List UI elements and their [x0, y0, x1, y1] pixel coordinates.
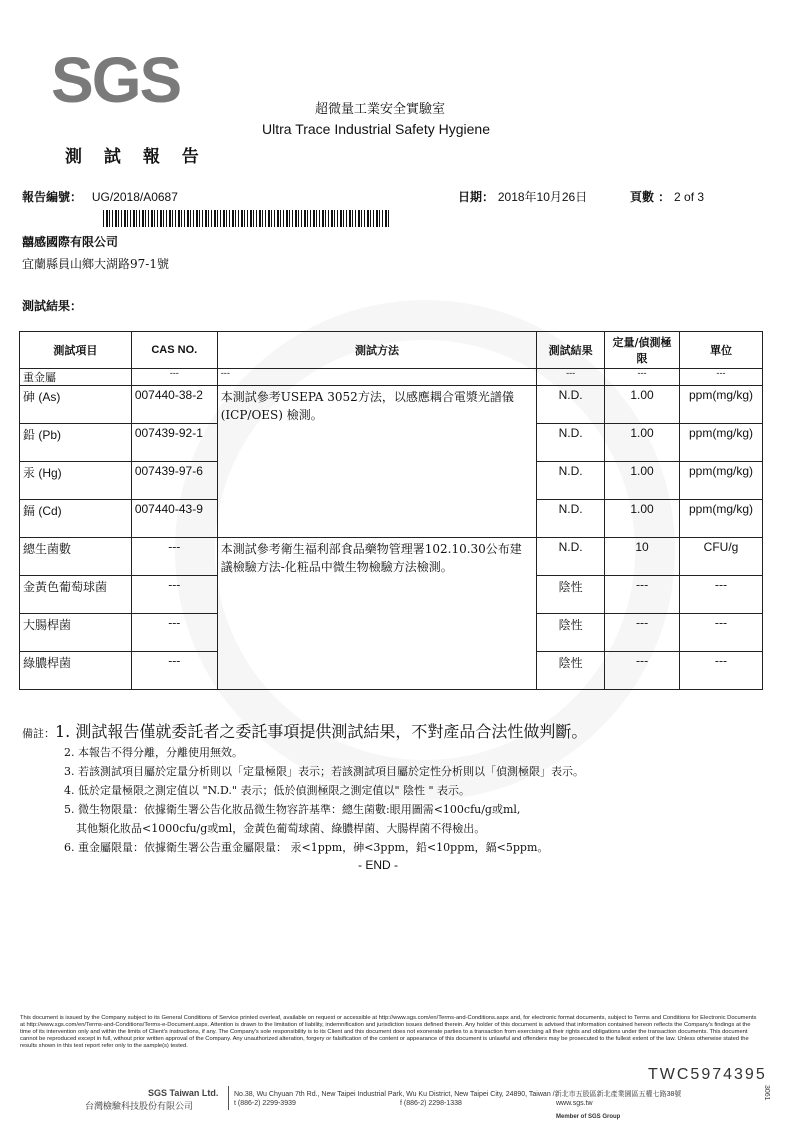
end-marker: - END -	[358, 858, 398, 872]
item-cell: 鎘 (Cd)	[20, 500, 132, 538]
cas-cell: ---	[131, 576, 217, 614]
result-cell: N.D.	[537, 500, 605, 538]
lab-name-en: Ultra Trace Industrial Safety Hygiene	[262, 121, 490, 137]
client-name: 囍感國際有限公司	[22, 235, 119, 249]
report-title: 測 試 報 告	[65, 147, 207, 167]
limit-cell: 1.00	[605, 386, 680, 424]
cas-cell: 007439-97-6	[131, 462, 217, 500]
company-tel: t (886-2) 2299-3939	[234, 1100, 296, 1107]
results-table	[19, 331, 763, 690]
item-cell: 砷 (As)	[20, 386, 132, 424]
barcode	[103, 210, 391, 227]
limit-cell: ---	[605, 652, 680, 690]
date-label: 日期：	[458, 190, 495, 204]
cas-cell: ---	[131, 538, 217, 576]
limit-cell: 1.00	[605, 500, 680, 538]
note-line: 5. 微生物限量：依據衛生署公告化妝品微生物容許基準：總生菌數:眼用圖需<100cfu/g或ml,	[64, 803, 521, 816]
note-line: 3. 若該測試項目屬於定量分析則以「定量極限」表示；若該測試項目屬於定性分析則以「偵測極限」表示。	[64, 765, 584, 778]
result-cell: 陰性	[537, 652, 605, 690]
unit-cell: ppm(mg/kg)	[679, 500, 762, 538]
col-header: CAS NO.	[131, 332, 217, 369]
company-name-cn: 台灣檢驗科技股份有限公司	[85, 1102, 194, 1112]
item-cell: 鉛 (Pb)	[20, 424, 132, 462]
note-line: 備註：1. 測試報告僅就委託者之委託事項提供測試結果，不對產品合法性做判斷。	[22, 722, 588, 741]
page-label: 頁數 ：	[630, 190, 671, 204]
unit-cell: CFU/g	[679, 538, 762, 576]
page-value: 2 of 3	[674, 190, 705, 204]
item-cell: 重金屬	[20, 369, 132, 386]
cas-cell: ---	[131, 614, 217, 652]
table-row	[20, 369, 763, 386]
report-no-label: 報告編號：	[22, 190, 83, 204]
date-value: 2018年10月26日	[497, 190, 588, 204]
col-header: 測試方法	[217, 332, 536, 369]
item-cell: 金黃色葡萄球菌	[20, 576, 132, 614]
unit-cell: ---	[679, 369, 762, 386]
item-cell: 綠膿桿菌	[20, 652, 132, 690]
result-cell: N.D.	[537, 538, 605, 576]
col-header: 定量/偵測極限	[605, 332, 680, 369]
notes-block	[22, 722, 587, 857]
note-line: 2. 本報告不得分離，分離使用無效。	[64, 746, 243, 759]
method-cell: ---	[217, 369, 536, 386]
table-row	[20, 386, 763, 424]
col-header: 單位	[679, 332, 762, 369]
result-cell: N.D.	[537, 462, 605, 500]
notes-label: 備註：	[22, 727, 55, 740]
member-of-group: Member of SGS Group	[556, 1114, 621, 1120]
cas-cell: ---	[131, 652, 217, 690]
cas-cell: 007440-38-2	[131, 386, 217, 424]
note-line: 6. 重金屬限量：依據衛生署公告重金屬限量： 汞<1ppm，砷<3ppm，鉛<10ppm，鎘<5ppm。	[64, 841, 549, 854]
result-cell: 陰性	[537, 576, 605, 614]
note-line: 其他類化妝品<1000cfu/g或ml，金黃色葡萄球菌、綠膿桿菌、大腸桿菌不得檢出。	[76, 822, 486, 835]
table-row	[20, 538, 763, 576]
limit-cell: 1.00	[605, 462, 680, 500]
item-cell: 總生菌數	[20, 538, 132, 576]
report-date	[458, 188, 587, 205]
unit-cell: ---	[679, 576, 762, 614]
company-name-en: SGS Taiwan Ltd.	[148, 1088, 219, 1098]
note-line: 4. 低於定量極限之測定值以 "N.D." 表示；低於偵測極限之測定值以" 陰性 " 表示。	[64, 784, 471, 797]
item-cell: 汞 (Hg)	[20, 462, 132, 500]
unit-cell: ppm(mg/kg)	[679, 424, 762, 462]
method-cell: 本測試參考USEPA 3052方法，以感應耦合電漿光譜儀(ICP/OES) 檢測。	[217, 386, 536, 538]
limit-cell: 1.00	[605, 424, 680, 462]
report-no-value: UG/2018/A0687	[91, 190, 178, 204]
unit-cell: ---	[679, 614, 762, 652]
limit-cell: ---	[605, 369, 680, 386]
limit-cell: ---	[605, 614, 680, 652]
footer-divider	[228, 1086, 229, 1110]
client-address: 宜蘭縣員山鄉大湖路97-1號	[22, 257, 169, 271]
side-mark: 3061	[763, 1085, 770, 1101]
result-cell: 陰性	[537, 614, 605, 652]
cas-cell: 007440-43-9	[131, 500, 217, 538]
results-label: 測試結果：	[22, 299, 83, 313]
company-website: www.sgs.tw	[556, 1100, 593, 1107]
disclaimer: This document is issued by the Company subject to its General Conditions of Service printed overleaf, available on request or accessible at http://www.sgs.com/en/Terms-and-Conditions.aspx and, for electronic format documents, subject to Terms and Conditions for Electronic Documents at http://www.sgs.com/en/Terms-and-Conditions/Terms-e-Document.aspx. Attention is drawn to the limitation of liability, indemnification and jurisdiction issues defined therein. Any holder of this document is advised that information contained hereon reflects the Company's findings at the time of its intervention only and within the limits of Client's instructions, if any. The Company's sole responsibility is to its Client and this document does not exonerate parties to a transaction from exercising all their rights and obligations under the transaction documents. This document cannot be reproduced except in full, without prior written approval of the Company. Any unauthorized alteration, forgery or falsification of the content or appearance of this document is unlawful and offenders may be prosecuted to the fullest extent of the law. Unless otherwise stated the results shown in this test report refer only to the sample(s) tested.	[20, 1015, 757, 1049]
document-code: TWC5974395	[648, 1066, 767, 1083]
result-cell: N.D.	[537, 386, 605, 424]
unit-cell: ---	[679, 652, 762, 690]
page-count	[630, 188, 704, 205]
company-fax: f (886-2) 2298-1338	[400, 1100, 462, 1107]
report-number	[22, 188, 178, 205]
item-cell: 大腸桿菌	[20, 614, 132, 652]
method-cell: 本測試參考衛生福利部食品藥物管理署102.10.30公布建議檢驗方法-化粧品中微生物檢驗方法檢測。	[217, 538, 536, 690]
limit-cell: 10	[605, 538, 680, 576]
company-address: No.38, Wu Chyuan 7th Rd., New Taipei Industrial Park, Wu Ku District, New Taipei City, 24890, Taiwan /新北市五股區新北產業園區五權七路38號	[234, 1091, 682, 1098]
result-cell: N.D.	[537, 424, 605, 462]
result-cell: ---	[537, 369, 605, 386]
unit-cell: ppm(mg/kg)	[679, 386, 762, 424]
limit-cell: ---	[605, 576, 680, 614]
sgs-logo: SGS	[51, 44, 181, 116]
cas-cell: ---	[131, 369, 217, 386]
table-header-row	[20, 332, 763, 369]
lab-name-cn: 超微量工業安全實驗室	[315, 102, 446, 117]
unit-cell: ppm(mg/kg)	[679, 462, 762, 500]
cas-cell: 007439-92-1	[131, 424, 217, 462]
col-header: 測試項目	[20, 332, 132, 369]
col-header: 測試結果	[537, 332, 605, 369]
